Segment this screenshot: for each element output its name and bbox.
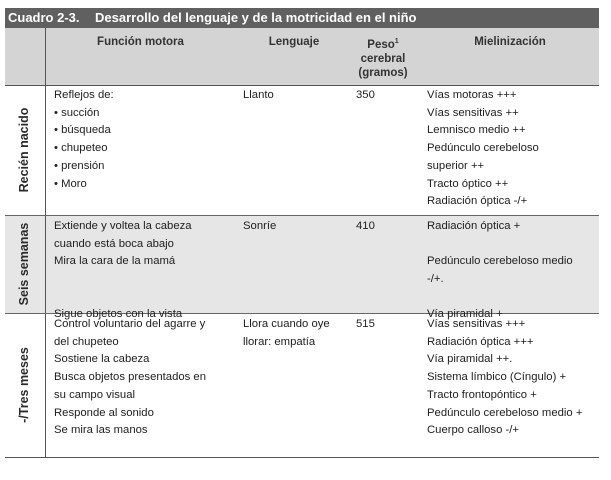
section-label-three-months: -/Tres meses: [17, 347, 31, 423]
three-months-language: Llora cuando oye llorar: empatía: [243, 318, 330, 348]
header-divider: [5, 85, 599, 86]
table-number: Cuadro 2-3.: [8, 10, 80, 25]
three-months-motor: Control voluntario del agarre y del chupeteo Sostiene la cabeza Busca objetos presentados en su campo visual Responde al sonido Se mira las manos: [54, 318, 206, 437]
table-title-bar: [5, 8, 599, 28]
label-column-divider: [45, 28, 46, 457]
six-weeks-myelin: Radiación óptica + Pedúnculo cerebeloso medio -/+. Vía piramidal +: [427, 220, 573, 321]
section-divider-1: [5, 215, 599, 216]
six-weeks-weight: 410: [356, 220, 375, 232]
newborn-weight: 350: [356, 89, 375, 101]
section-label-newborn: Recién nacido: [17, 107, 31, 193]
header-motor: Función motora: [97, 36, 184, 48]
three-months-myelin: Vías sensitivas +++ Radiación óptica +++ Vía piramidal ++. Sistema límbico (Cíngulo) + Tracto frontopóntico + Pedúnculo cerebeloso medio + Cuerpo calloso -/+: [427, 318, 583, 437]
newborn-motor: Reflejos de: • succión • búsqueda • chupeteo • prensión • Moro: [54, 89, 114, 190]
table-title: Desarrollo del lenguaje y de la motricidad en el niño: [95, 10, 417, 25]
header-language: Lenguaje: [268, 36, 320, 48]
six-weeks-language: Sonríe: [243, 220, 277, 232]
section-label-six-weeks: Seis semanas: [17, 222, 31, 306]
table-bottom-rule: [5, 457, 599, 458]
newborn-language: Llanto: [243, 89, 274, 101]
header-empty-cell: [5, 28, 45, 85]
header-weight: Peso$^1$ cerebral (gramos): [358, 38, 408, 79]
six-weeks-motor: Extiende y voltea la cabeza cuando está boca abajo Mira la cara de la mamá Sigue objetos con la vista: [54, 220, 192, 321]
header-myelin: Mielinización: [474, 36, 546, 48]
newborn-myelin: Vías motoras +++ Vías sensitivas ++ Lemnisco medio ++ Pedúnculo cerebeloso superior ++ Tracto óptico ++ Radiación óptica -/+: [427, 89, 539, 208]
three-months-weight: 515: [356, 318, 375, 330]
